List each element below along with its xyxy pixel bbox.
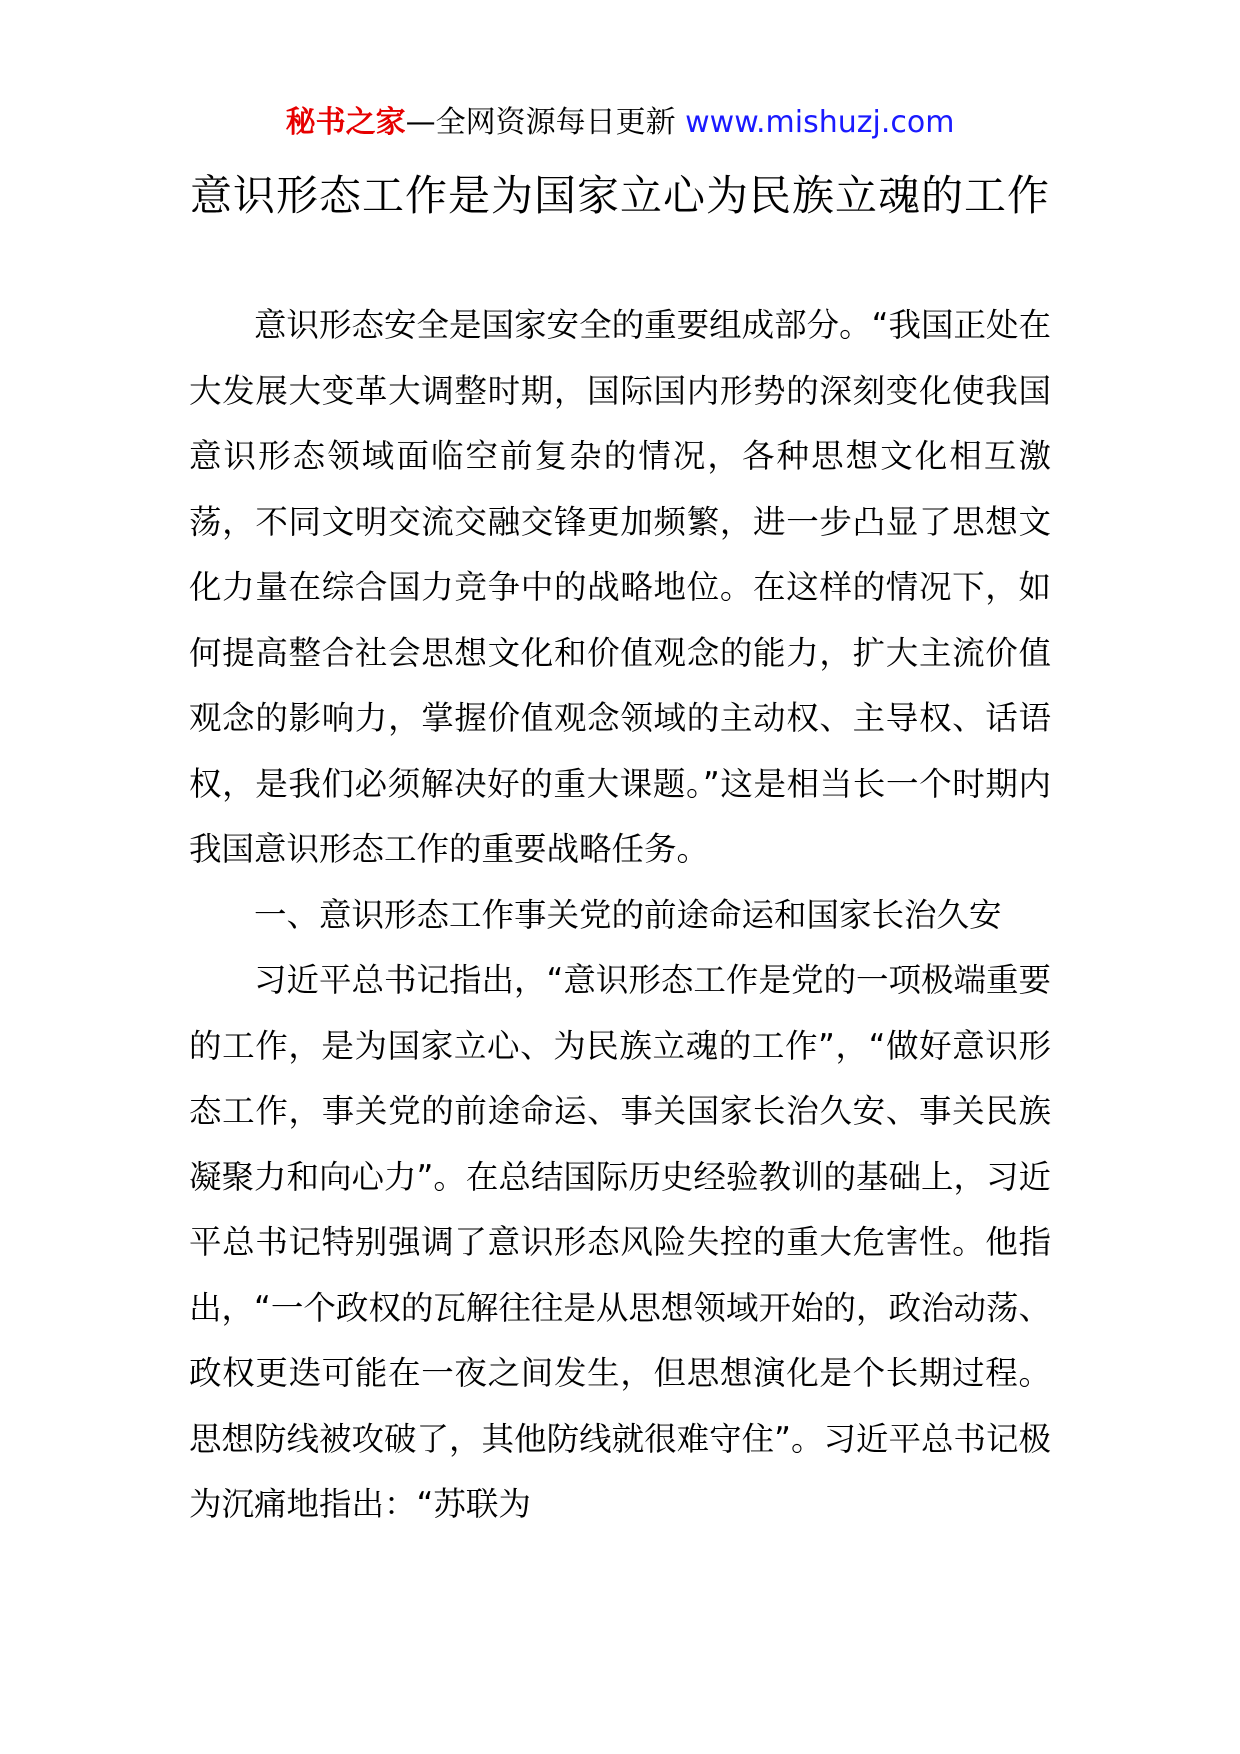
site-url-link[interactable]: www.mishuzj.com <box>685 105 955 140</box>
document-title: 意识形态工作是为国家立心为民族立魂的工作 <box>189 171 1050 220</box>
header-tagline: —全网资源每日更新 <box>405 105 686 140</box>
paragraph-section-1: 习近平总书记指出，“意识形态工作是党的一项极端重要的工作，是为国家立心、为民族立魂的工作”，“做好意识形态工作，事关党的前途命运、事关国家长治久安、事关民族凝聚力和向心力”。在总结国际历史经验教训的基础上，习近平总书记特别强调了意识形态风险失控的重大危害性。他指出，“一个政权的瓦解往往是从思想领域开始的，政治动荡、政权更迭可能在一夜之间发生，但思想演化是个长期过程。思想防线被攻破了，其他防线就很难守住”。习近平总书记极为沉痛地指出：“苏联为 <box>189 961 1051 1523</box>
document-body <box>189 293 1051 1538</box>
site-header <box>0 100 1240 146</box>
section-heading-1: 一、意识形态工作事关党的前途命运和国家长治久安 <box>254 895 1002 934</box>
paragraph-intro: 意识形态安全是国家安全的重要组成部分。“我国正处在大发展大变革大调整时期，国际国内形势的深刻变化使我国意识形态领域面临空前复杂的情况，各种思想文化相互激荡，不同文明交流交融交锋更加频繁，进一步凸显了思想文化力量在综合国力竞争中的战略地位。在这样的情况下，如何提高整合社会思想文化和价值观念的能力，扩大主流价值观念的影响力，掌握价值观念领域的主动权、主导权、话语权，是我们必须解决好的重大课题。”这是相当长一个时期内我国意识形态工作的重要战略任务。 <box>189 306 1051 868</box>
brand-name: 秘书之家 <box>285 105 406 140</box>
